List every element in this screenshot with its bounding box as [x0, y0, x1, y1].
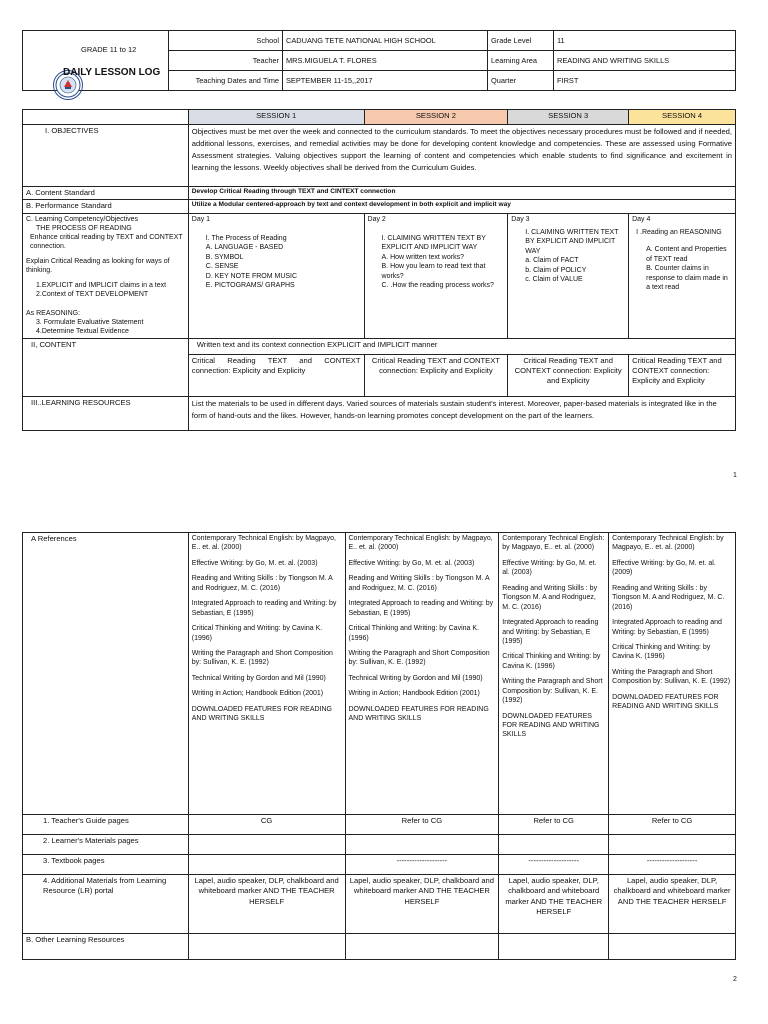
- learners-materials-s1: [188, 835, 345, 855]
- content-standard-label: A. Content Standard: [23, 187, 189, 200]
- reference-item: Critical Thinking and Writing: by Cavina K. (1996): [612, 643, 711, 661]
- day-1-item: I. The Process of Reading: [205, 234, 287, 242]
- reference-item: Integrated Approach to reading and Writing: by Sebastian, E (1995): [612, 619, 722, 636]
- day-1-item: D. KEY NOTE FROM MUSIC: [205, 272, 298, 280]
- teachers-guide-s4: Refer to CG: [609, 815, 736, 835]
- day-1-item: A. LANGUAGE - BASED: [205, 244, 284, 252]
- competency-line: 3. Formulate Evaluative Statement: [36, 319, 144, 327]
- content-session-4: Critical Reading TEXT and CONTEXT connection: Explicity and Explicity: [629, 354, 736, 396]
- day-3-title: Day 3: [511, 215, 530, 223]
- teacher-value: MRS.MIGUELA T. FLORES: [283, 51, 488, 71]
- day-4-item: A. Content and Properties of TEXT read: [646, 246, 727, 263]
- learners-materials-s3: [499, 835, 609, 855]
- other-resources-s2: [345, 934, 499, 960]
- competency-line: 2.Context of TEXT DEVELOPMENT: [36, 291, 149, 299]
- learners-materials-s4: [609, 835, 736, 855]
- other-resources-s3: [499, 934, 609, 960]
- reference-item: Writing the Paragraph and Short Composition by: Sullivan, K. E. (1992): [612, 668, 731, 686]
- quarter-value: FIRST: [554, 71, 736, 91]
- competency-line: Enhance critical reading by TEXT and CONTEXT connection.: [30, 233, 183, 250]
- references-session-2: [345, 533, 499, 815]
- day-2-item: B. How you learn to read text that works?: [381, 263, 486, 280]
- reference-item: DOWNLOADED FEATURES FOR READING AND WRITING SKILLS: [502, 712, 600, 739]
- reference-item: Contemporary Technical English: by Magpayo, E.. et. al. (2000): [191, 535, 336, 552]
- day-4-item: B. Counter claims in response to claim made in a text read: [646, 265, 728, 292]
- page-number: 2: [733, 976, 737, 983]
- day-3-cell: [508, 213, 629, 338]
- lesson-table-page2: [22, 532, 736, 960]
- day-1-item: E. PICTOGRAMS/ GRAPHS: [205, 282, 295, 290]
- competency-line: 4.Determine Textual Evidence: [36, 328, 129, 336]
- reference-item: Effective Writing: by Go, M. et. al. (2003): [502, 559, 597, 577]
- reference-item: Contemporary Technical English: by Magpayo, E.. et. al. (2000): [348, 535, 493, 552]
- page-number: 1: [733, 472, 737, 479]
- competency-label: C. Learning Competency/Objectives: [26, 215, 139, 223]
- school-value: CADUANG TETE NATIONAL HIGH SCHOOL: [283, 31, 488, 51]
- teachers-guide-s1: CG: [188, 815, 345, 835]
- reference-item: Effective Writing: by Go, M. et. al. (2009): [612, 559, 716, 577]
- other-resources-s4: [609, 934, 736, 960]
- reference-item: Integrated Approach to reading and Writing: by Sebastian, E (1995): [348, 600, 494, 617]
- grade-label: GRADE 11 to 12: [81, 45, 137, 54]
- day-3-item: I. CLAIMING WRITTEN TEXT BY EXPLICIT AND IMPLICIT WAY: [525, 228, 619, 255]
- grade-level-label: Grade Level: [488, 31, 554, 51]
- dates-label: Teaching Dates and Time: [169, 71, 283, 91]
- objectives-text: Objectives must be met over the week and connected to the curriculum standards. To meet the objectives necessary procedures must be followed and if needed, additional lessons, exercises, and remedial activities may be done for developing content knowledge and competencies. These are assessed using Formative Assessment strategies. Valuing objectives support the learning of content and competencies which enable students to find significance and excitement in learning the lessons. Weekly objectives shall be derived from the Curriculum Guides.: [188, 125, 735, 187]
- learning-area-label: Learning Area: [488, 51, 554, 71]
- learning-area-value: READING AND WRITING SKILLS: [554, 51, 736, 71]
- reference-item: Reading and Writing Skills : by Tiongson M. A and Rodriguez, M. C. (2016): [502, 584, 598, 611]
- references-session-3: [499, 533, 609, 815]
- header-logo-cell: [23, 31, 169, 91]
- reference-item: Effective Writing: by Go, M. et. al. (2003): [191, 559, 318, 567]
- content-label: II, CONTENT: [23, 338, 189, 396]
- reference-item: Integrated Approach to reading and Writing: by Sebastian, E (1995): [191, 600, 337, 617]
- references-label: A References: [23, 533, 189, 815]
- session-2-header: SESSION 2: [364, 110, 508, 125]
- teachers-guide-s3: Refer to CG: [499, 815, 609, 835]
- resources-text: List the materials to be used in different days. Varied sources of materials sustain student's interest. Moreover, paper-based materials is integrated like in the form of hand-outs and the likes. However, hands-on learning promotes concept development on the part of the learners.: [188, 396, 735, 430]
- day-4-item: I .Reading an REASONING: [636, 228, 722, 236]
- lesson-table-page1: [22, 109, 736, 431]
- day-3-item: b. Claim of POLICY: [525, 266, 587, 274]
- reference-item: Contemporary Technical English: by Magpayo, E.. et. al. (2000): [612, 535, 724, 552]
- session-3-header: SESSION 3: [508, 110, 629, 125]
- reference-item: Technical Writing by Gordon and Mil (1990): [191, 674, 326, 682]
- reference-item: Writing in Action; Handbook Edition (2001): [191, 690, 324, 698]
- additional-s2: Lapel, audio speaker, DLP, chalkboard and whiteboard marker AND THE TEACHER HERSELF: [345, 875, 499, 934]
- textbook-s1: [188, 855, 345, 875]
- teacher-label: Teacher: [169, 51, 283, 71]
- reference-item: Writing the Paragraph and Short Composition by: Sullivan, K. E. (1992): [191, 649, 333, 667]
- day-4-cell: [629, 213, 736, 338]
- reference-item: Contemporary Technical English: by Magpayo, E.. et. al. (2000): [502, 535, 605, 552]
- content-session-2: Critical Reading TEXT and CONTEXT connection: Explicity and Explicity: [364, 354, 508, 396]
- day-1-cell: [188, 213, 364, 338]
- reference-item: Reading and Writing Skills : by Tiongson M. A and Rodriguez, M. C. (2016): [612, 584, 725, 611]
- textbook-s4: --------------------: [609, 855, 736, 875]
- reference-item: DOWNLOADED FEATURES FOR READING AND WRITING SKILLS: [612, 693, 719, 711]
- content-session-1: Critical Reading TEXT and CONTEXT connection: Explicity and Explicity: [188, 354, 364, 396]
- learners-materials-label: 2. Learner's Materials pages: [23, 835, 189, 855]
- session-header-blank: [23, 110, 189, 125]
- day-1-item: B. SYMBOL: [205, 253, 244, 261]
- header-table: [22, 30, 736, 91]
- additional-s4: Lapel, audio speaker, DLP, chalkboard and whiteboard marker AND THE TEACHER HERSELF: [609, 875, 736, 934]
- content-standard-text: Develop Critical Reading through TEXT and CINTEXT connection: [188, 187, 735, 200]
- content-banner: Written text and its context connection EXPLICIT and IMPLICIT manner: [188, 338, 735, 354]
- day-1-item: C. SENSE: [205, 263, 239, 271]
- day-3-item: a. Claim of FACT: [525, 257, 579, 265]
- reference-item: Critical Thinking and Writing: by Cavina K. (1996): [348, 625, 479, 642]
- reference-item: Critical Thinking and Writing: by Cavina K. (1996): [502, 653, 601, 670]
- reference-item: Writing in Action; Handbook Edition (2001): [348, 690, 480, 698]
- reference-item: Reading and Writing Skills : by Tiongson M. A and Rodriguez, M. C. (2016): [191, 575, 333, 592]
- day-2-cell: [364, 213, 508, 338]
- resources-label: III..LEARNING RESOURCES: [23, 396, 189, 430]
- session-1-header: SESSION 1: [188, 110, 364, 125]
- grade-level-value: 11: [554, 31, 736, 51]
- teachers-guide-label: 1. Teacher's Guide pages: [23, 815, 189, 835]
- competency-line: THE PROCESS OF READING: [36, 224, 132, 232]
- performance-standard-text: Utilize a Modular centered-approach by text and context development in both explicit and implicit way: [188, 200, 735, 213]
- quarter-label: Quarter: [488, 71, 554, 91]
- competency-line: Explain Critical Reading as looking for ways of thinking.: [26, 257, 170, 274]
- textbook-s3: --------------------: [499, 855, 609, 875]
- day-2-title: Day 2: [367, 215, 386, 223]
- reference-item: Technical Writing by Gordon and Mil (1990): [348, 674, 483, 682]
- objectives-label: I. OBJECTIVES: [23, 125, 189, 187]
- competency-cell: [23, 213, 189, 338]
- other-resources-s1: [188, 934, 345, 960]
- reference-item: Integrated Approach to reading and Writing: by Sebastian, E (1995): [502, 619, 599, 645]
- other-resources-label: B. Other Learning Resources: [23, 934, 189, 960]
- school-label: School: [169, 31, 283, 51]
- additional-s3: Lapel, audio speaker, DLP, chalkboard and whiteboard marker AND THE TEACHER HERSELF: [499, 875, 609, 934]
- references-session-1: [188, 533, 345, 815]
- teachers-guide-s2: Refer to CG: [345, 815, 499, 835]
- day-3-item: c. Claim of VALUE: [525, 276, 583, 284]
- competency-line: As REASONING:: [26, 310, 81, 318]
- additional-s1: Lapel, audio speaker, DLP, chalkboard and whiteboard marker AND THE TEACHER HERSELF: [188, 875, 345, 934]
- log-title: DAILY LESSON LOG: [63, 67, 161, 78]
- reference-item: DOWNLOADED FEATURES FOR READING AND WRITING SKILLS: [191, 705, 333, 723]
- reference-item: DOWNLOADED FEATURES FOR READING AND WRITING SKILLS: [348, 705, 489, 723]
- day-1-title: Day 1: [191, 215, 211, 223]
- reference-item: Writing the Paragraph and Short Composition by: Sullivan, K. E. (1992): [502, 678, 603, 705]
- reference-item: Effective Writing: by Go, M. et. al. (2003): [348, 559, 475, 567]
- dates-value: SEPTEMBER 11-15,,2017: [283, 71, 488, 91]
- reference-item: Critical Thinking and Writing: by Cavina K. (1996): [191, 625, 323, 642]
- day-2-item: I. CLAIMING WRITTEN TEXT BY EXPLICIT AND IMPLICIT WAY: [381, 234, 486, 252]
- textbook-s2: --------------------: [345, 855, 499, 875]
- content-session-3: Critical Reading TEXT and CONTEXT connection: Explicity and Explicity: [508, 354, 629, 396]
- day-2-item: A. How written text works?: [381, 253, 464, 261]
- reference-item: Reading and Writing Skills : by Tiongson M. A and Rodriguez, M. C. (2016): [348, 575, 490, 592]
- day-2-item: C. .How the reading process works?: [381, 282, 494, 290]
- textbook-label: 3. Textbook pages: [23, 855, 189, 875]
- day-4-title: Day 4: [632, 215, 651, 223]
- performance-standard-label: B. Performance Standard: [23, 200, 189, 213]
- learners-materials-s2: [345, 835, 499, 855]
- additional-materials-label: 4. Additional Materials from Learning Resource (LR) portal: [23, 875, 189, 934]
- session-4-header: SESSION 4: [629, 110, 736, 125]
- competency-line: 1.EXPLICIT and IMPLICIT claims in a text: [36, 282, 167, 290]
- references-session-4: [609, 533, 736, 815]
- reference-item: Writing the Paragraph and Short Composition by: Sullivan, K. E. (1992): [348, 649, 490, 667]
